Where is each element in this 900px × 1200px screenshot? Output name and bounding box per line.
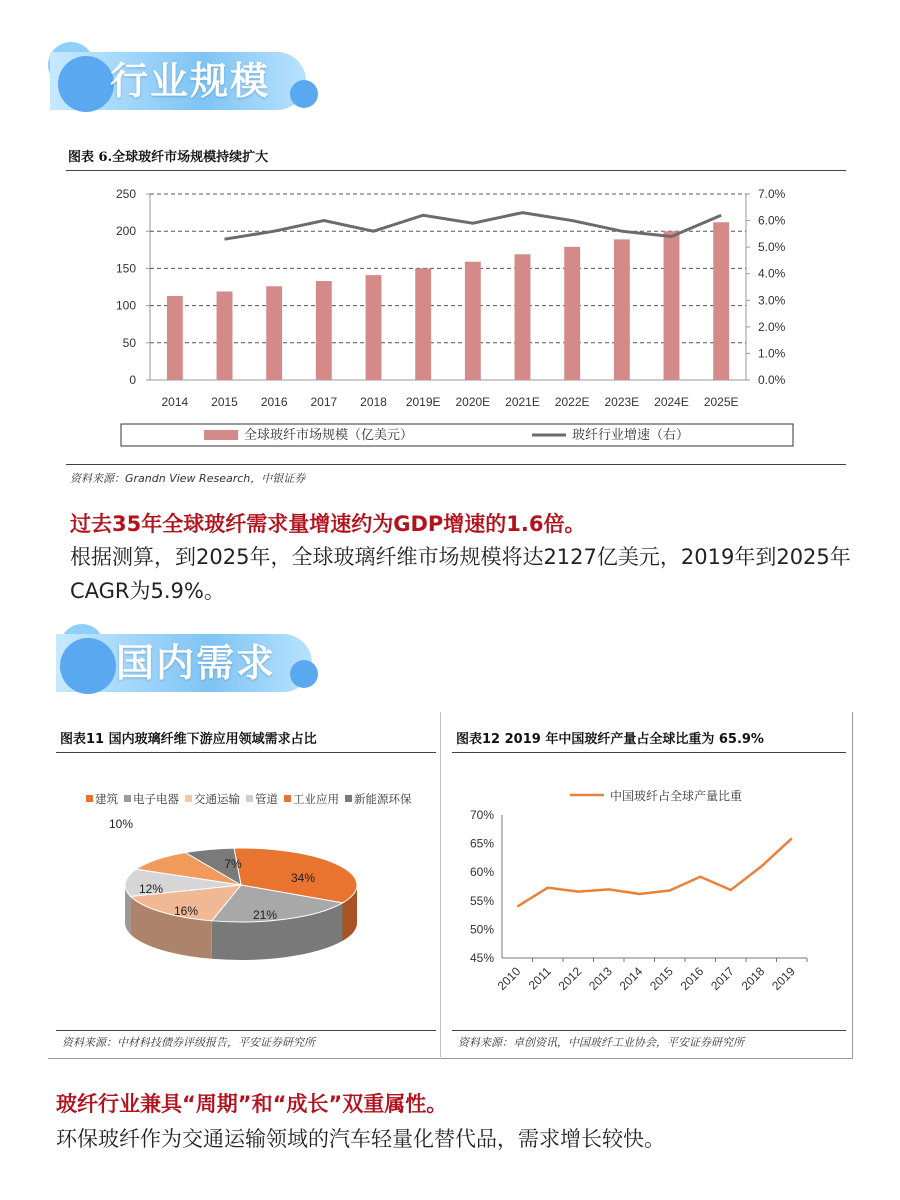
headline: 过去35年全球玻纤需求量增速约为GDP增速的1.6倍。 (70, 512, 586, 536)
y-tick-label-right: 0.0% (758, 373, 786, 387)
x-tick-label: 2014 (161, 395, 189, 409)
market-size-chart (66, 172, 846, 452)
china-share-line-chart (452, 760, 846, 1030)
x-tick-label: 2023E (604, 395, 640, 409)
pie-data-label: 21% (252, 908, 278, 922)
figure-11-title: 图表11 国内玻璃纤维下游应用领域需求占比 (60, 732, 317, 747)
x-tick-label: 2015 (211, 395, 238, 409)
pie-data-label: 10% (108, 817, 134, 831)
y-tick-label-right: 2.0% (758, 319, 786, 334)
x-tick-label: 2022E (554, 395, 590, 409)
bar (266, 286, 282, 380)
x-tick-label: 2021E (505, 395, 540, 409)
y-tick-label-left: 0 (129, 373, 136, 387)
figure-12-title: 图表12 2019 年中国玻纤产量占全球比重为 65.9% (456, 732, 764, 747)
section-title: 行业规模 (110, 59, 271, 103)
y-tick-label-left: 50 (122, 335, 136, 350)
y-tick-label: 65% (469, 836, 494, 851)
pie-data-label: 7% (224, 857, 242, 871)
x-tick-label: 2018 (738, 964, 768, 994)
legend-label: 建筑 (95, 794, 118, 806)
pie-data-label: 16% (173, 904, 199, 918)
banner-bubble (290, 660, 318, 688)
legend-label: 中国玻纤占全球产量比重 (610, 789, 743, 803)
y-tick-label: 70% (469, 808, 494, 822)
x-tick-label: 2012 (555, 964, 585, 994)
pie-data-label: 12% (138, 882, 164, 896)
y-tick-label-left: 150 (115, 261, 136, 276)
legend-swatch (124, 795, 131, 802)
legend-swatch (185, 795, 192, 802)
legend-swatch (345, 795, 352, 802)
figure-12-bottom-rule (452, 1030, 846, 1031)
bar (415, 268, 431, 380)
section-banner-industry-scale (50, 40, 310, 110)
x-tick-label: 2017 (708, 964, 737, 994)
y-tick-label-left: 200 (115, 224, 136, 239)
legend-label: 全球玻纤市场规模（亿美元） (244, 427, 414, 442)
legend-label: 管道 (255, 794, 278, 806)
x-tick-label: 2014 (616, 964, 646, 994)
figure-12-rule (452, 752, 846, 753)
y-tick-label-right: 5.0% (758, 240, 786, 255)
banner-bubble (58, 56, 114, 112)
figure-source: 资料来源：Grandn View Research，中银证券 (70, 472, 306, 485)
figure-top-rule (66, 170, 846, 171)
y-tick-label-right: 7.0% (758, 187, 786, 201)
figure-bottom-rule (66, 464, 846, 465)
pie-data-label: 34% (290, 871, 316, 885)
y-tick-label-right: 3.0% (758, 293, 786, 308)
bar (614, 239, 630, 380)
x-tick-label: 2015 (647, 964, 676, 994)
legend-label: 新能源环保 (354, 794, 412, 806)
x-tick-label: 2016 (260, 395, 288, 409)
x-tick-label: 2019E (405, 395, 441, 409)
figure-11-source: 资料来源：中材科技债券评级报告，平安证券研究所 (62, 1036, 315, 1049)
section-title: 国内需求 (116, 641, 277, 685)
banner-bubble (60, 638, 116, 694)
y-tick-label: 45% (469, 951, 494, 965)
banner-bubble (290, 80, 318, 108)
y-tick-label-right: 6.0% (758, 213, 786, 228)
bar (167, 296, 183, 380)
paragraph: 根据测算，到2025年，全球玻璃纤维市场规模将达2127亿美元，2019年到2025年CAGR为5.9%。 (70, 545, 851, 603)
bar (564, 247, 580, 380)
bar (713, 222, 729, 380)
share-line (517, 838, 792, 906)
x-tick-label: 2013 (586, 964, 615, 994)
bar (366, 275, 382, 380)
bar (515, 254, 531, 380)
headline: 玻纤行业兼具“周期”和“成长”双重属性。 (56, 1092, 448, 1116)
legend-swatch (284, 795, 291, 802)
legend-swatch-bar (204, 430, 238, 440)
bar (664, 231, 680, 380)
legend-label: 交通运输 (194, 794, 240, 806)
growth-line (225, 213, 722, 240)
x-tick-label: 2025E (703, 395, 739, 409)
y-tick-label-right: 4.0% (758, 266, 786, 281)
bar (316, 281, 332, 380)
legend-label: 电子电器 (133, 794, 179, 806)
section-banner-domestic-demand (56, 622, 318, 692)
y-tick-label: 60% (469, 865, 494, 880)
legend-swatch (246, 795, 253, 802)
figure-12-source: 资料来源：卓创资讯，中国玻纤工业协会，平安证券研究所 (458, 1036, 744, 1049)
x-tick-label: 2017 (310, 395, 338, 409)
y-tick-label: 50% (469, 922, 494, 937)
y-tick-label: 55% (469, 893, 494, 908)
figure-title: 图表 6.全球玻纤市场规模持续扩大 (68, 150, 269, 165)
x-tick-label: 2016 (677, 964, 707, 994)
x-tick-label: 2018 (360, 395, 387, 409)
bar (217, 291, 233, 380)
x-tick-label: 2020E (455, 395, 491, 409)
x-tick-label: 2010 (494, 964, 524, 994)
legend-label: 玻纤行业增速（右） (572, 427, 690, 442)
x-tick-label: 2024E (654, 395, 689, 409)
demand-share-pie-chart (56, 760, 436, 1030)
y-tick-label-left: 100 (115, 298, 136, 313)
x-tick-label: 2011 (525, 964, 554, 993)
x-tick-label: 2019 (769, 964, 798, 994)
figure-11-bottom-rule (56, 1030, 436, 1031)
y-tick-label-right: 1.0% (758, 346, 786, 361)
figure-11-rule (56, 752, 436, 753)
bar (465, 262, 481, 380)
legend-swatch (86, 795, 93, 802)
legend-label: 工业应用 (293, 794, 339, 806)
y-tick-label-left: 250 (115, 187, 136, 201)
paragraph: 环保玻纤作为交通运输领域的汽车轻量化替代品，需求增长较快。 (56, 1127, 665, 1151)
